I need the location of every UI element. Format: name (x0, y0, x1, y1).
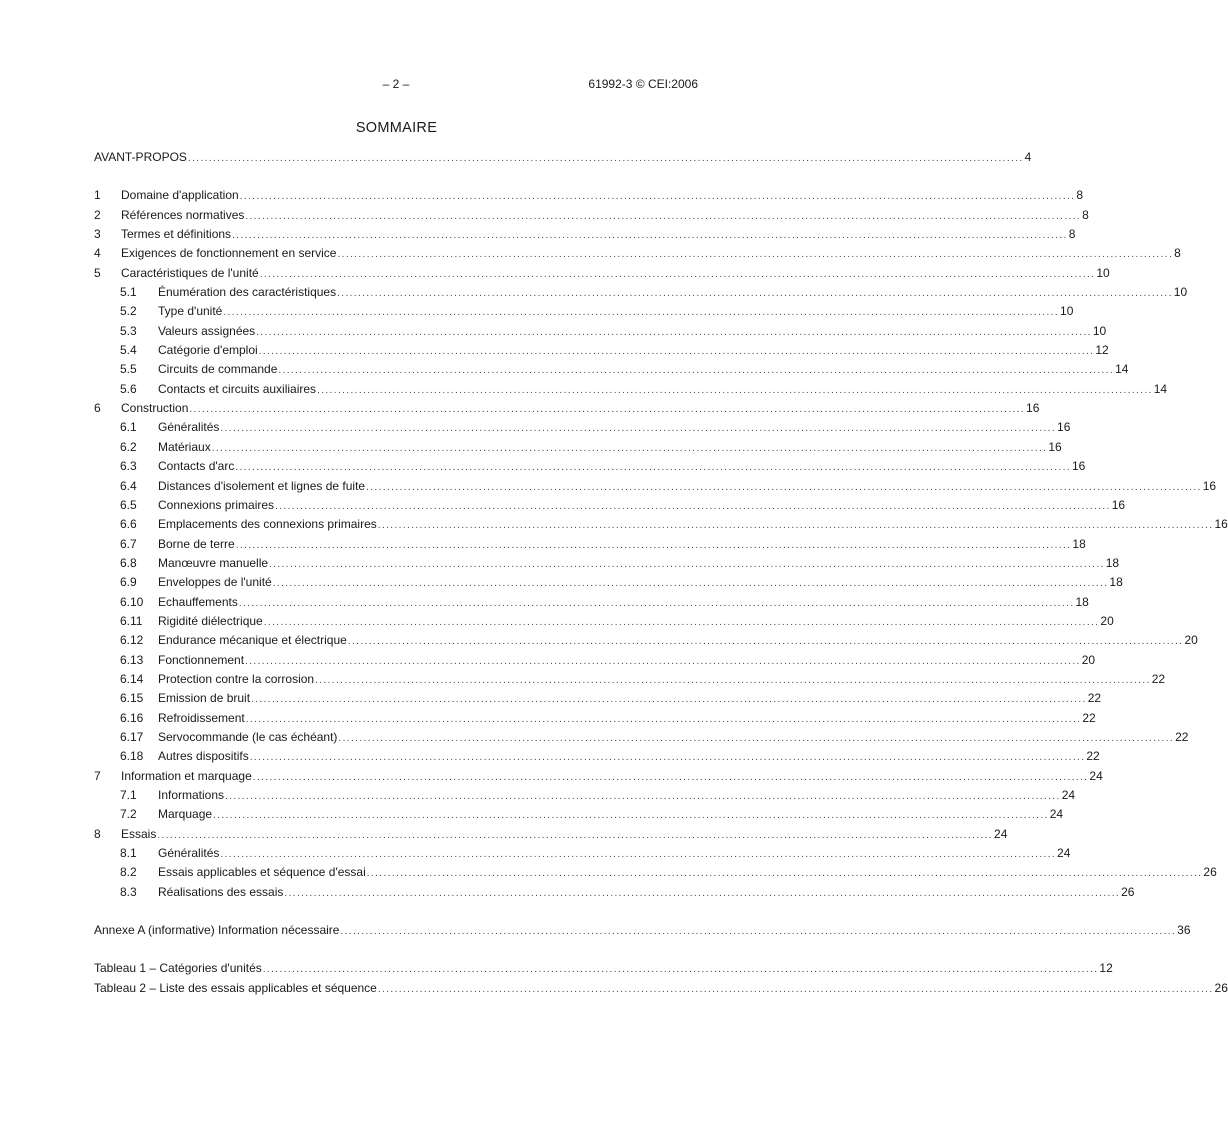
toc-entry-page: 36 (1177, 923, 1191, 938)
toc-entry[interactable] (94, 612, 1114, 631)
toc-entry-number: 6.14 (120, 671, 144, 686)
toc-entry-number: 1 (94, 188, 101, 203)
toc-entry[interactable] (94, 863, 1217, 882)
toc-entry-page: 26 (1121, 884, 1135, 899)
toc-entry-page: 24 (1049, 807, 1064, 822)
dot-leader: ........................................................................................................................................................................................................ (317, 384, 1153, 396)
toc-entry-page: 16 (1057, 420, 1071, 435)
toc-entry-number: 6.4 (120, 478, 137, 493)
toc-entry-title: Servocommande (le cas échéant) (158, 729, 338, 744)
toc-entry-page: 14 (1153, 381, 1168, 396)
toc-entry-page: 16 (1026, 401, 1040, 416)
dot-leader: ........................................................................................................................................................................................................ (256, 326, 1092, 338)
toc-entry[interactable] (94, 496, 1126, 515)
toc-entry-number: 6.8 (120, 555, 137, 570)
dot-leader: ........................................................................................................................................................................................................ (187, 153, 1024, 164)
dot-leader: ........................................................................................................................................................................................................ (213, 810, 1049, 822)
dot-leader: ........................................................................................................................................................................................................ (189, 404, 1026, 416)
dot-leader: ........................................................................................................................................................................................................ (245, 210, 1082, 222)
toc-entry-title: Énumération des caractéristiques (158, 285, 337, 300)
toc-entry-title: Exigences de fonctionnement en service (121, 246, 337, 261)
toc-entry[interactable] (94, 651, 1096, 670)
toc-entry-number: 6.6 (120, 517, 137, 532)
dot-leader: ........................................................................................................................................................................................................ (275, 500, 1111, 512)
toc-entry-number: 3 (94, 227, 101, 242)
toc-entry-title: Contacts et circuits auxiliaires (158, 381, 317, 396)
page-title: SOMMAIRE (355, 120, 438, 136)
toc-entry[interactable] (94, 631, 1198, 650)
toc-entry-page: 24 (994, 826, 1008, 841)
toc-entry-title: Borne de terre (158, 536, 235, 551)
toc-entry-title: Autres dispositifs (158, 749, 249, 764)
dot-leader: ........................................................................................................................................................................................................ (337, 288, 1173, 300)
dot-leader: ........................................................................................................................................................................................................ (245, 713, 1082, 725)
dot-leader: ........................................................................................................................................................................................................ (284, 887, 1121, 899)
toc-entry-page: 16 (1072, 459, 1086, 474)
toc-entry[interactable] (94, 844, 1071, 863)
toc-entry-title: Généralités (158, 420, 220, 435)
dot-leader: ........................................................................................................................................................................................................ (315, 674, 1151, 686)
toc-entry-page: 18 (1072, 536, 1086, 551)
dot-leader: ........................................................................................................................................................................................................ (337, 249, 1174, 261)
toc-entry-number: 5.4 (120, 343, 137, 358)
toc-entry[interactable] (94, 921, 1191, 940)
toc-entry-title: Essais applicables et séquence d'essai (158, 865, 366, 880)
toc-entry-page: 20 (1100, 613, 1114, 628)
toc-entry[interactable] (94, 438, 1062, 457)
toc-entry-number: 6.9 (120, 575, 137, 590)
dot-leader: ........................................................................................................................................................................................................ (225, 791, 1061, 802)
toc-entry-number: 8.3 (120, 884, 137, 899)
toc-entry-page: 22 (1175, 729, 1189, 744)
toc-entry-title: Type d'unité (158, 304, 223, 319)
toc-entry-title: Matériaux (158, 439, 211, 454)
toc-entry-number: 8.1 (120, 846, 137, 861)
toc-entry-number: 8.2 (120, 865, 137, 880)
toc-entry-title: Information et marquage (121, 768, 252, 783)
toc-entry-number: 6.2 (120, 439, 137, 454)
toc-entry-title: Emplacements des connexions primaires (158, 517, 377, 532)
table-of-contents (94, 148, 1228, 998)
toc-entry[interactable] (94, 148, 1032, 167)
toc-entry-page: 18 (1105, 555, 1120, 570)
toc-entry[interactable] (94, 244, 1181, 263)
page-number: – 2 – (382, 77, 410, 91)
toc-entry-page: 16 (1214, 517, 1228, 532)
toc-entry[interactable] (94, 477, 1217, 496)
toc-entry-number: 6.16 (120, 710, 144, 725)
toc-entry[interactable] (94, 535, 1086, 554)
toc-entry-number: 6 (94, 401, 101, 416)
toc-entry[interactable] (94, 225, 1076, 244)
toc-entry[interactable] (94, 689, 1102, 708)
toc-entry-number: 6.12 (120, 633, 144, 648)
toc-entry-page: 22 (1086, 749, 1100, 764)
dot-leader: ........................................................................................................................................................................................................ (239, 191, 1076, 203)
toc-entry[interactable] (94, 457, 1086, 476)
toc-entry-title: Echauffements (158, 594, 238, 609)
dot-leader: ........................................................................................................................................................................................................ (220, 849, 1057, 861)
toc-entry[interactable] (94, 418, 1071, 437)
toc-entry-number: 6.17 (120, 729, 144, 744)
toc-entry[interactable] (94, 399, 1040, 418)
dot-leader: ........................................................................................................................................................................................................ (366, 868, 1203, 880)
toc-entry[interactable] (94, 554, 1120, 573)
toc-entry-number: 6.10 (120, 594, 144, 609)
toc-entry-number: 7 (94, 768, 101, 783)
toc-entry-page: 8 (1082, 207, 1089, 222)
toc-entry[interactable] (94, 805, 1064, 824)
toc-entry[interactable] (94, 747, 1100, 766)
toc-entry-page: 16 (1111, 497, 1126, 512)
dot-leader: ........................................................................................................................................................................................................ (211, 442, 1048, 454)
toc-entry-title: Refroidissement (158, 710, 245, 725)
toc-entry-title: Caractéristiques de l'unité (121, 265, 259, 280)
dot-leader: ........................................................................................................................................................................................................ (232, 230, 1068, 242)
toc-entry-page: 10 (1060, 304, 1074, 319)
toc-entry-title: Termes et définitions (121, 227, 232, 242)
toc-entry[interactable] (94, 380, 1168, 399)
toc-entry-title: Généralités (158, 846, 220, 861)
dot-leader: ........................................................................................................................................................................................................ (262, 964, 1099, 976)
toc-entry-page: 8 (1076, 188, 1084, 203)
toc-entry-page: 14 (1115, 362, 1129, 377)
toc-entry[interactable] (94, 979, 1228, 998)
toc-entry-page: 20 (1081, 652, 1096, 667)
toc-entry-page: 12 (1095, 343, 1109, 358)
toc-entry-page: 20 (1184, 633, 1198, 648)
toc-entry-page: 18 (1109, 575, 1123, 590)
dot-leader: ........................................................................................................................................................................................................ (157, 829, 994, 841)
dot-leader: ........................................................................................................................................................................................................ (259, 268, 1096, 280)
toc-entry[interactable] (94, 186, 1084, 205)
toc-entry[interactable] (94, 360, 1129, 379)
toc-entry-title: Contacts d'arc (158, 459, 235, 474)
toc-entry-title: Endurance mécanique et électrique (158, 633, 347, 648)
toc-entry-title: Tableau 2 – Liste des essais applicables et séquence (94, 980, 377, 995)
toc-entry-title: Enveloppes de l'unité (158, 575, 272, 590)
toc-entry-page: 24 (1057, 846, 1071, 861)
toc-entry-page: 8 (1174, 246, 1181, 261)
toc-entry[interactable] (94, 264, 1110, 283)
dot-leader: ........................................................................................................................................................................................................ (263, 616, 1100, 628)
toc-entry[interactable] (94, 341, 1109, 360)
dot-leader: ........................................................................................................................................................................................................ (338, 732, 1175, 744)
toc-entry-number: 2 (94, 207, 101, 222)
dot-leader: ........................................................................................................................................................................................................ (347, 636, 1184, 648)
toc-entry-page: 24 (1089, 768, 1103, 783)
toc-entry-page: 22 (1082, 710, 1096, 725)
dot-leader: ........................................................................................................................................................................................................ (377, 983, 1214, 995)
toc-entry-number: 6.15 (120, 691, 144, 706)
toc-entry-page: 16 (1048, 439, 1062, 454)
toc-entry[interactable] (94, 786, 1076, 805)
toc-entry[interactable] (94, 515, 1228, 534)
toc-entry-number: 6.13 (120, 652, 144, 667)
toc-entry[interactable] (94, 322, 1107, 341)
toc-entry[interactable] (94, 959, 1113, 978)
toc-entry-title: Protection contre la corrosion (158, 671, 315, 686)
dot-leader: ........................................................................................................................................................................................................ (269, 558, 1105, 570)
dot-leader: ........................................................................................................................................................................................................ (272, 578, 1109, 590)
toc-entry-page: 10 (1173, 285, 1188, 300)
toc-entry-number: 5.5 (120, 362, 137, 377)
toc-entry-number: 8 (94, 826, 101, 841)
toc-entry-number: 7.1 (120, 788, 137, 802)
toc-entry[interactable] (94, 206, 1089, 225)
toc-entry[interactable] (94, 825, 1008, 844)
toc-entry-title: Références normatives (121, 207, 245, 222)
toc-entry-number: 5.2 (120, 304, 137, 319)
dot-leader: ........................................................................................................................................................................................................ (251, 694, 1087, 706)
toc-entry-title: Annexe A (informative) Information nécessaire (94, 923, 340, 938)
toc-entry-page: 22 (1151, 671, 1166, 686)
toc-entry-title: Réalisations des essais (158, 884, 284, 899)
toc-entry-number: 6.3 (120, 459, 137, 474)
toc-entry-page: 10 (1092, 323, 1107, 338)
toc-entry-number: 6.7 (120, 536, 137, 551)
toc-entry-title: Essais (121, 826, 157, 841)
toc-entry-page: 16 (1202, 478, 1217, 493)
dot-leader: ........................................................................................................................................................................................................ (340, 926, 1177, 938)
toc-entry-number: 5.6 (120, 381, 137, 396)
toc-entry-page: 18 (1075, 594, 1089, 609)
dot-leader: ........................................................................................................................................................................................................ (252, 771, 1089, 783)
toc-spacer (94, 902, 698, 921)
dot-leader: ........................................................................................................................................................................................................ (235, 462, 1071, 474)
toc-spacer (94, 940, 698, 959)
dot-leader: ........................................................................................................................................................................................................ (220, 423, 1057, 435)
toc-entry[interactable] (94, 728, 1189, 747)
toc-entry[interactable] (94, 670, 1166, 689)
toc-entry-title: Marquage (158, 807, 213, 822)
dot-leader: ........................................................................................................................................................................................................ (278, 365, 1115, 377)
dot-leader: ........................................................................................................................................................................................................ (366, 481, 1202, 493)
toc-entry-title: Connexions primaires (158, 497, 275, 512)
toc-entry-page: 26 (1203, 865, 1217, 880)
toc-entry-number: 6.11 (120, 613, 143, 628)
toc-entry-title: Fonctionnement (158, 652, 245, 667)
toc-entry[interactable] (94, 302, 1074, 321)
toc-entry[interactable] (94, 709, 1096, 728)
toc-entry[interactable] (94, 883, 1135, 902)
dot-leader: ........................................................................................................................................................................................................ (223, 307, 1060, 319)
toc-entry-title: Construction (121, 401, 189, 416)
toc-entry-page: 8 (1068, 227, 1076, 242)
dot-leader: ........................................................................................................................................................................................................ (235, 539, 1072, 551)
toc-entry-number: 5.1 (120, 285, 137, 300)
toc-entry[interactable] (94, 593, 1089, 612)
toc-entry-title: AVANT-PROPOS (94, 150, 187, 164)
toc-entry-page: 10 (1096, 265, 1110, 280)
toc-entry-title: Catégorie d'emploi (158, 343, 258, 358)
toc-spacer (94, 167, 698, 186)
toc-entry[interactable] (94, 283, 1188, 302)
toc-entry-number: 6.5 (120, 497, 137, 512)
toc-entry-number: 5 (94, 265, 101, 280)
toc-entry-number: 6.18 (120, 749, 144, 764)
toc-entry-number: 7.2 (120, 807, 137, 822)
toc-entry-title: Rigidité diélectrique (158, 613, 263, 628)
toc-entry-number: 4 (94, 246, 101, 261)
toc-entry-number: 5.3 (120, 323, 137, 338)
toc-entry-page: 22 (1087, 691, 1102, 706)
toc-entry-page: 12 (1099, 961, 1113, 976)
toc-entry[interactable] (94, 767, 1103, 786)
dot-leader: ........................................................................................................................................................................................................ (377, 520, 1214, 532)
toc-entry-title: Distances d'isolement et lignes de fuite (158, 478, 366, 493)
document-reference: 61992-3 © CEI:2006 (588, 77, 698, 91)
toc-entry-title: Circuits de commande (158, 362, 278, 377)
toc-entry-number: 6.1 (120, 420, 137, 435)
toc-entry-title: Manœuvre manuelle (158, 555, 269, 570)
toc-entry-page: 24 (1061, 788, 1076, 802)
toc-entry-title: Domaine d'application (121, 188, 239, 203)
toc-entry-title: Emission de bruit (158, 691, 251, 706)
dot-leader: ........................................................................................................................................................................................................ (249, 752, 1086, 764)
toc-entry[interactable] (94, 573, 1123, 592)
toc-entry-page: 26 (1214, 980, 1228, 995)
toc-entry-title: Tableau 1 – Catégories d'unités (94, 961, 262, 976)
dot-leader: ........................................................................................................................................................................................................ (245, 655, 1081, 667)
dot-leader: ........................................................................................................................................................................................................ (258, 346, 1095, 358)
toc-entry-page: 4 (1024, 150, 1032, 164)
toc-entry-title: Valeurs assignées (158, 323, 256, 338)
dot-leader: ........................................................................................................................................................................................................ (238, 597, 1075, 609)
toc-entry-title: Informations (158, 788, 225, 802)
